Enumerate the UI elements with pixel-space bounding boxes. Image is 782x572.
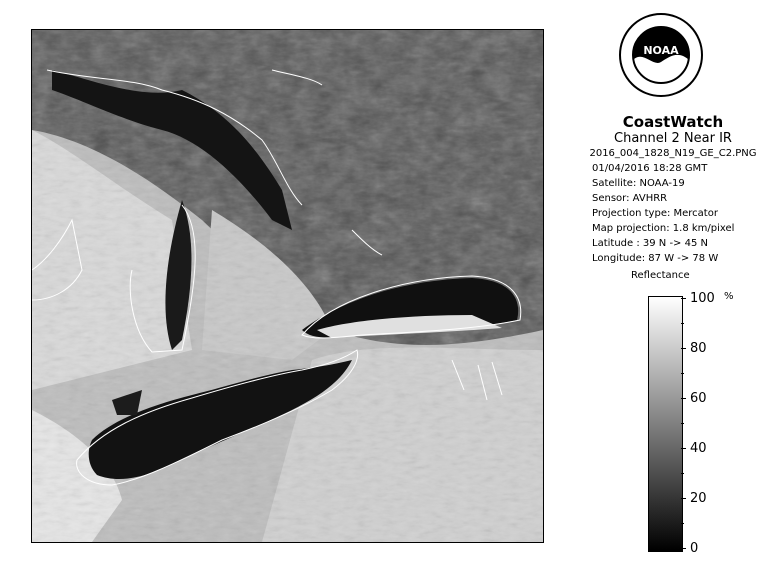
colorbar-tick-label: 80: [690, 341, 707, 356]
colorbar-minor-tick: [681, 323, 684, 324]
colorbar-tick-label: 60: [690, 391, 707, 406]
longitude: Longitude: 87 W -> 78 W: [592, 253, 719, 264]
info-panel: [566, 113, 766, 266]
colorbar-tick: [681, 548, 686, 549]
colorbar-minor-tick: [681, 373, 684, 374]
channel-subtitle: Channel 2 Near IR: [614, 131, 732, 146]
sensor: Sensor: AVHRR: [592, 193, 668, 204]
projection-type: Projection type: Mercator: [592, 208, 718, 219]
colorbar: [648, 296, 683, 552]
colorbar-unit: %: [724, 291, 734, 302]
filename: 2016_004_1828_N19_GE_C2.PNG: [589, 148, 757, 159]
colorbar-minor-tick: [681, 423, 684, 424]
colorbar-tick-label: 20: [690, 491, 707, 506]
noaa-logo-text: NOAA: [643, 44, 679, 57]
colorbar-minor-tick: [681, 473, 684, 474]
colorbar-minor-tick: [681, 523, 684, 524]
colorbar-tick-label: 100: [690, 291, 715, 306]
map-projection: Map projection: 1.8 km/pixel: [592, 223, 735, 234]
app-title: CoastWatch: [622, 113, 724, 131]
noaa-logo-icon: [618, 12, 704, 98]
colorbar-tick: [681, 448, 686, 449]
datetime: 01/04/2016 18:28 GMT: [592, 163, 708, 174]
colorbar-tick-label: 0: [690, 541, 699, 556]
colorbar-tick: [681, 348, 686, 349]
colorbar-label: Reflectance: [631, 270, 690, 281]
satellite: Satellite: NOAA-19: [592, 178, 685, 189]
colorbar-tick: [681, 298, 686, 299]
latitude: Latitude : 39 N -> 45 N: [592, 238, 708, 249]
satellite-image: [31, 29, 544, 543]
colorbar-tick: [681, 498, 686, 499]
colorbar-tick-label: 40: [690, 441, 707, 456]
colorbar-tick: [681, 398, 686, 399]
